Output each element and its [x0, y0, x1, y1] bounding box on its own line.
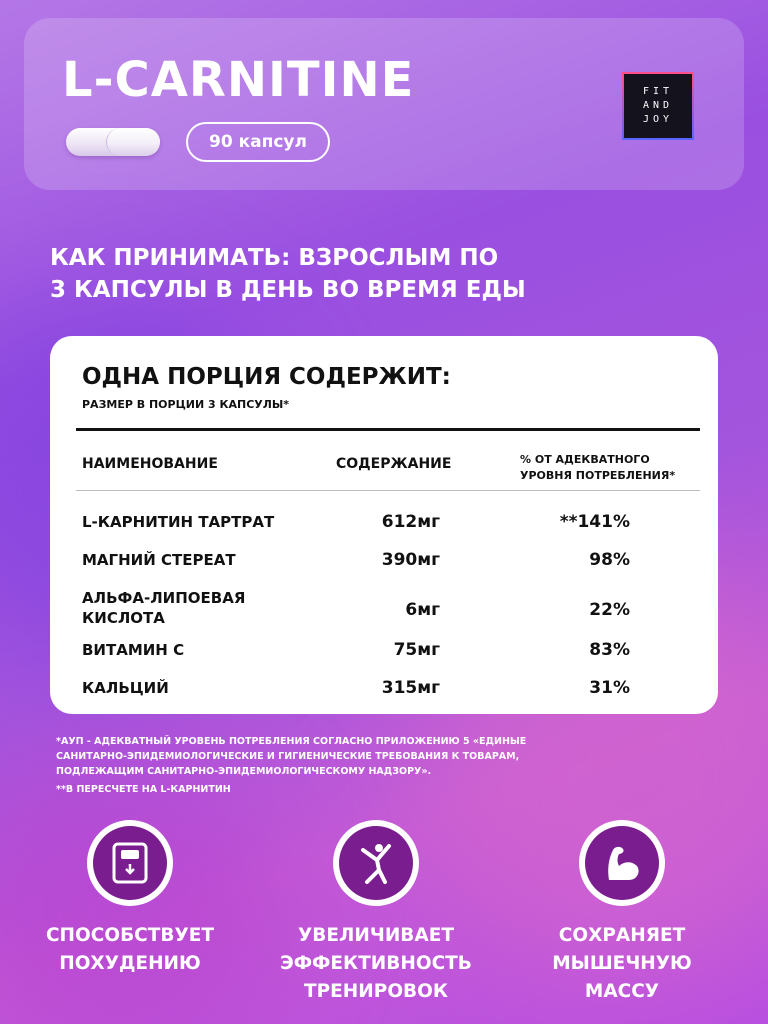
- benefit-line-2: МЫШЕЧНУЮ: [552, 953, 692, 974]
- workout-icon: [339, 826, 413, 900]
- logo-line-1: FIT: [642, 86, 674, 97]
- benefit-line-2: ЭФФЕКТИВНОСТЬ: [280, 953, 472, 974]
- how-to-take: [50, 242, 670, 306]
- benefit-weight-loss: [10, 820, 250, 978]
- ingredient-amount: 6мг: [405, 600, 440, 620]
- benefit-line-3: ТРЕНИРОВОК: [303, 981, 449, 1002]
- nutrition-card: [50, 336, 718, 714]
- product-title: L-CARNITINE: [62, 52, 415, 108]
- ingredient-name-line-1: АЛЬФА-ЛИПОЕВАЯ: [82, 589, 246, 607]
- ingredient-percent: 98%: [589, 550, 630, 570]
- ingredient-percent: 22%: [589, 600, 630, 620]
- column-header-amount: СОДЕРЖАНИЕ: [336, 456, 452, 472]
- column-header-percent: [520, 452, 675, 484]
- fit-and-joy-logo: [622, 72, 694, 140]
- benefit-line-2: ПОХУДЕНИЮ: [59, 953, 201, 974]
- benefit-muscle: [502, 820, 742, 1006]
- divider: [76, 490, 700, 491]
- ingredient-name: [82, 588, 245, 628]
- how-to-take-line-1: КАК ПРИНИМАТЬ: ВЗРОСЛЫМ ПО: [50, 245, 499, 271]
- ingredient-amount: 390мг: [381, 550, 440, 570]
- how-to-take-line-2: 3 КАПСУЛЫ В ДЕНЬ ВО ВРЕМЯ ЕДЫ: [50, 277, 526, 303]
- card-subtitle: РАЗМЕР В ПОРЦИИ 3 КАПСУЛЫ*: [82, 398, 290, 411]
- logo-line-3: JOY: [642, 114, 674, 125]
- ingredient-name: ВИТАМИН С: [82, 641, 185, 659]
- ingredient-name: L-КАРНИТИН ТАРТРАТ: [82, 513, 275, 531]
- ingredient-name: МАГНИЙ СТЕРЕАТ: [82, 551, 236, 569]
- divider: [76, 428, 700, 431]
- benefit-line-1: УВЕЛИЧИВАЕТ: [298, 925, 454, 946]
- ingredient-amount: 315мг: [381, 678, 440, 698]
- ingredient-percent: 31%: [589, 678, 630, 698]
- ingredient-percent: **141%: [559, 512, 630, 532]
- logo-line-2: AND: [642, 100, 674, 111]
- footnote-aup-line-2: САНИТАРНО-ЭПИДЕМИОЛОГИЧЕСКИЕ И ГИГИЕНИЧЕСКИЕ ТРЕБОВАНИЯ К ТОВАРАМ,: [56, 751, 520, 762]
- column-header-percent-line-2: УРОВНЯ ПОТРЕБЛЕНИЯ*: [520, 469, 676, 482]
- ingredient-percent: 83%: [589, 640, 630, 660]
- footnote-aup: [56, 734, 616, 779]
- ingredient-amount: 75мг: [393, 640, 440, 660]
- capsule-count-badge: 90 капсул: [186, 122, 330, 162]
- muscle-icon: [585, 826, 659, 900]
- footnote-aup-line-3: ПОДЛЕЖАЩИМ САНИТАРНО-ЭПИДЕМИОЛОГИЧЕСКОМУ НАДЗОРУ».: [56, 766, 432, 777]
- footnote-carnitine: **В ПЕРЕСЧЕТЕ НА L-КАРНИТИН: [56, 784, 231, 795]
- scale-icon: [93, 826, 167, 900]
- column-header-name: НАИМЕНОВАНИЕ: [82, 456, 218, 472]
- ingredient-name-line-2: КИСЛОТА: [82, 609, 165, 627]
- column-header-percent-line-1: % ОТ АДЕКВАТНОГО: [520, 453, 650, 466]
- ingredient-name: КАЛЬЦИЙ: [82, 679, 169, 697]
- footnote-aup-line-1: *АУП - АДЕКВАТНЫЙ УРОВЕНЬ ПОТРЕБЛЕНИЯ СОГЛАСНО ПРИЛОЖЕНИЮ 5 «ЕДИНЫЕ: [56, 736, 527, 747]
- benefit-line-3: МАССУ: [584, 981, 660, 1002]
- ingredient-amount: 612мг: [381, 512, 440, 532]
- capsule-icon: [66, 128, 160, 156]
- card-title: ОДНА ПОРЦИЯ СОДЕРЖИТ:: [82, 364, 451, 390]
- benefit-line-1: СОХРАНЯЕТ: [558, 925, 686, 946]
- benefit-line-1: СПОСОБСТВУЕТ: [45, 925, 214, 946]
- benefit-training: [256, 820, 496, 1006]
